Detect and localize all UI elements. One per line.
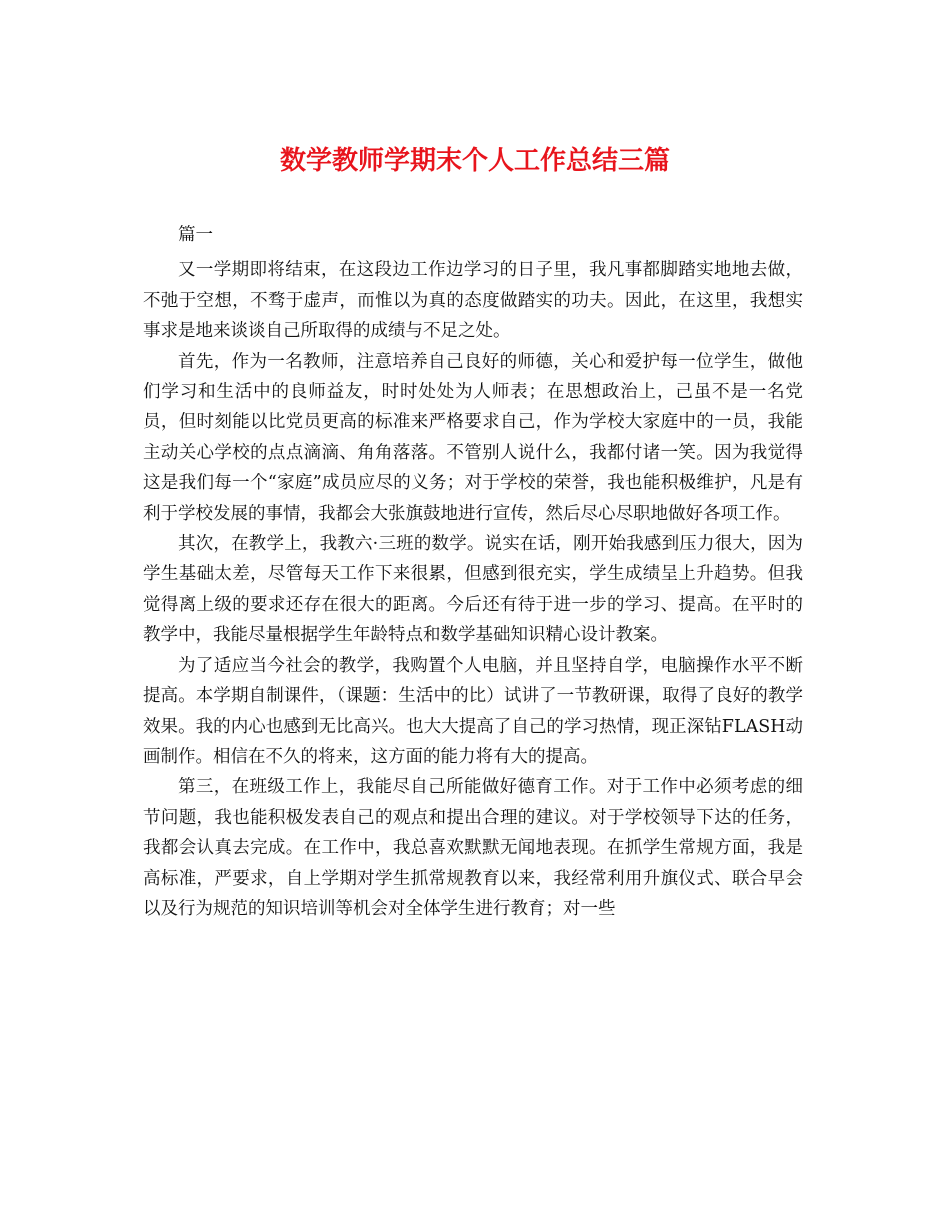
document-title: 数学教师学期末个人工作总结三篇 bbox=[279, 146, 670, 176]
section-heading: 篇一 bbox=[178, 225, 213, 245]
paragraph-intro: 又一学期即将结束，在这段边工作边学习的日子里，我凡事都脚踏实地地去做，不弛于空想，不骛于虚声，而惟以为真的态度做踏实的功夫。因此，在这里，我想实事求是地来谈谈自己所取得的成绩与不足之处。 bbox=[143, 260, 803, 342]
paragraph-first-ethics: 首先，作为一名教师，注意培养自己良好的师德，关心和爱护每一位学生，做他们学习和生活中的良师益友，时时处处为人师表；在思想政治上，己虽不是一名党员，但时刻能以比党员更高的标准来严格要求自己，作为学校大家庭中的一员，我能主动关心学校的点点滴滴、角角落落。不管别人说什么，我都付诸一笑。因为我觉得这是我们每一个“家庭”成员应尽的义务；对于学校的荣誉，我也能积极维护，凡是有利于学校发展的事情，我都会大张旗鼓地进行宣传，然后尽心尽职地做好各项工作。 bbox=[143, 351, 803, 524]
paragraph-third-class-work: 第三，在班级工作上，我能尽自己所能做好德育工作。对于工作中必须考虑的细节问题，我也能积极发表自己的观点和提出合理的建议。对于学校领导下达的任务，我都会认真去完成。在工作中，我总喜欢默默无闻地表现。在抓学生常规方面，我是高标准，严要求，自上学期对学生抓常规教育以来，我经常利用升旗仪式、联合早会以及行为规范的知识培训等机会对全体学生进行教育；对一些 bbox=[143, 777, 803, 919]
paragraph-second-teaching: 其次，在教学上，我教六·三班的数学。说实在话，刚开始我感到压力很大，因为学生基础太差，尽管每天工作下来很累，但感到很充实，学生成绩呈上升趋势。但我觉得离上级的要求还存在很大的距离。今后还有待于进一步的学习、提高。在平时的教学中，我能尽量根据学生年龄特点和数学基础知识精心设计教案。 bbox=[143, 534, 803, 646]
document-body bbox=[143, 220, 803, 924]
paragraph-computer-skills: 为了适应当今社会的教学，我购置个人电脑，并且坚持自学，电脑操作水平不断提高。本学期自制课件，（课题：生活中的比）试讲了一节教研课，取得了良好的教学效果。我的内心也感到无比高兴。也大大提高了自己的学习热情，现正深钻FLASH动画制作。相信在不久的将来，这方面的能力将有大的提高。 bbox=[143, 655, 803, 767]
